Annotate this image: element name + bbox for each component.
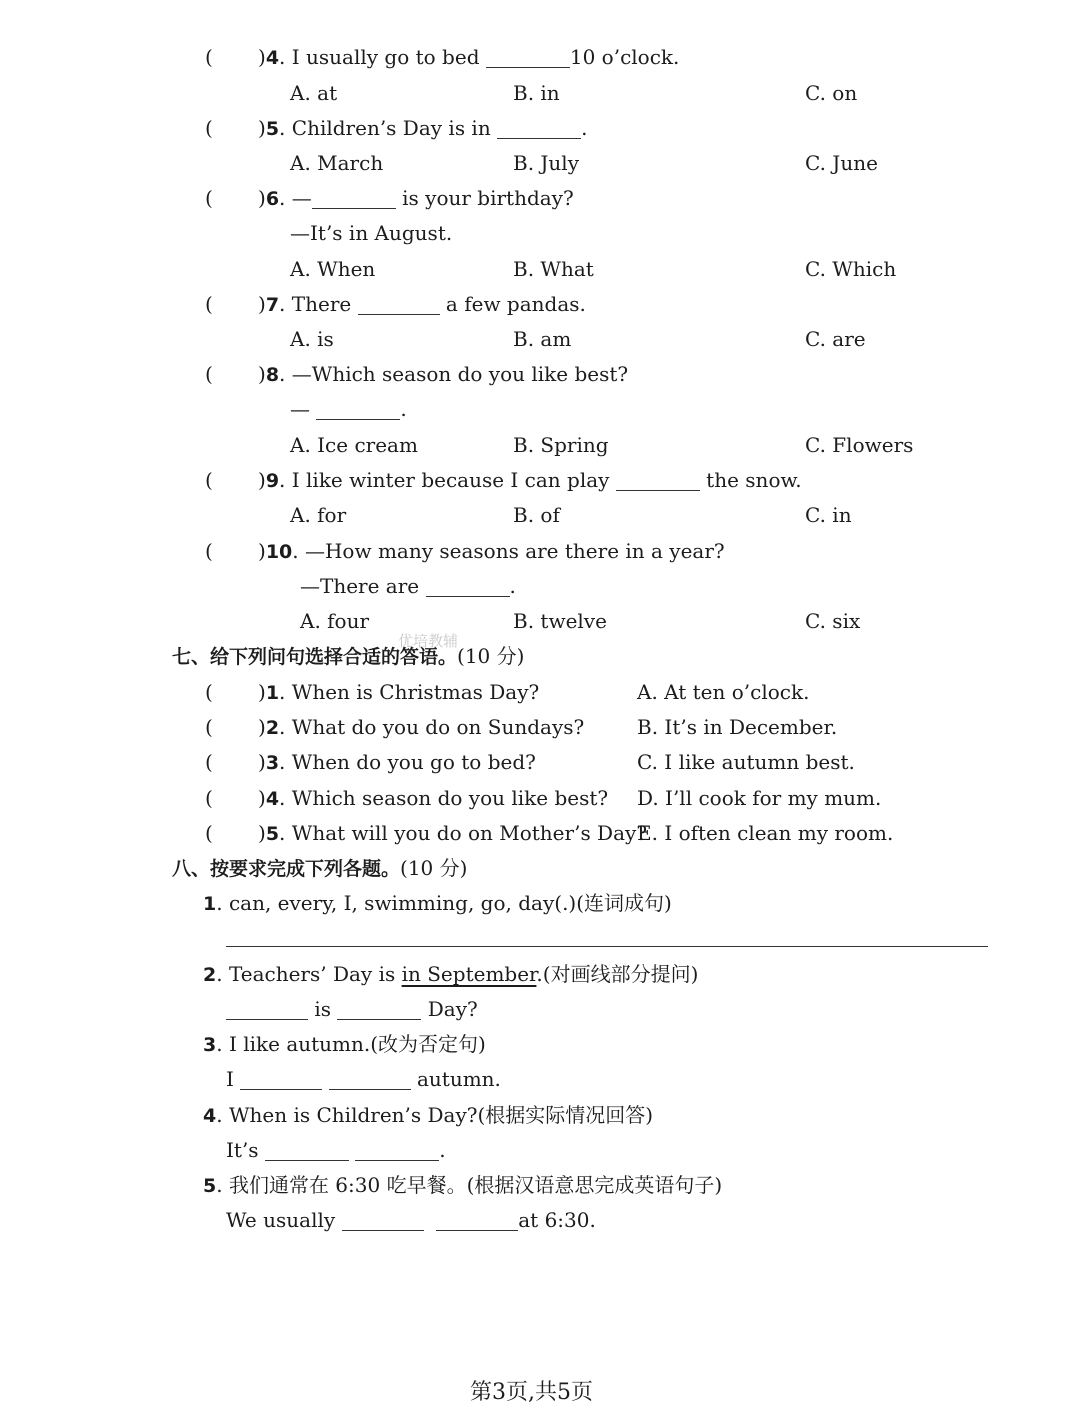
- answer-blank[interactable]: [316, 401, 400, 420]
- underlined-part: in September: [401, 962, 537, 986]
- question-4: )4. I usually go to bed 10 o’clock.: [258, 45, 680, 69]
- answer-paren[interactable]: (: [205, 186, 213, 210]
- question-number: 6: [265, 188, 280, 210]
- task-2-answer: is Day?: [226, 999, 478, 1020]
- answer-line[interactable]: [226, 946, 988, 947]
- option-a: A. for: [290, 503, 347, 527]
- option-c: C. Which: [805, 257, 897, 281]
- answer-paren[interactable]: (: [205, 750, 213, 774]
- answer-blank[interactable]: [616, 472, 700, 491]
- option-a: A. When: [290, 257, 376, 281]
- answer-blank[interactable]: [358, 296, 440, 315]
- question-number: 5: [265, 118, 280, 140]
- question-8-reply: — .: [290, 397, 407, 421]
- answer-paren[interactable]: (: [205, 821, 213, 845]
- option-c: C. are: [805, 327, 866, 351]
- answer-paren[interactable]: (: [205, 715, 213, 739]
- match-question-3: )3. When do you go to bed?: [258, 750, 536, 774]
- match-answer-e: E. I often clean my room.: [637, 821, 894, 845]
- task-3-answer: I autumn.: [226, 1067, 501, 1091]
- question-9: )9. I like winter because I can play the snow.: [258, 468, 802, 492]
- task-4-answer: It’s .: [226, 1138, 446, 1162]
- option-a: A. four: [300, 609, 370, 633]
- task-4: 4. When is Children’s Day?(根据实际情况回答): [203, 1103, 654, 1127]
- answer-paren[interactable]: (: [205, 468, 213, 492]
- option-b: B. What: [513, 257, 594, 281]
- answer-blank[interactable]: [486, 49, 570, 68]
- question-number: 4: [265, 47, 280, 69]
- answer-paren[interactable]: (: [205, 786, 213, 810]
- question-5: )5. Children’s Day is in .: [258, 116, 588, 140]
- section-8-heading: 八、按要求完成下列各题。(10 分): [172, 856, 468, 880]
- question-number: 9: [265, 470, 280, 492]
- question-number: 8: [265, 364, 280, 386]
- task-5: 5. 我们通常在 6:30 吃早餐。(根据汉语意思完成英语句子): [203, 1173, 723, 1197]
- match-answer-b: B. It’s in December.: [637, 715, 838, 739]
- option-b: B. Spring: [513, 433, 609, 457]
- task-2: 2. Teachers’ Day is in September.(对画线部分提问): [203, 962, 699, 986]
- match-question-4: )4. Which season do you like best?: [258, 786, 609, 810]
- option-c: C. six: [805, 609, 861, 633]
- option-c: C. June: [805, 151, 878, 175]
- option-a: A. March: [290, 151, 384, 175]
- question-6-reply: —It’s in August.: [290, 221, 453, 245]
- option-c: C. Flowers: [805, 433, 914, 457]
- match-question-2: )2. What do you do on Sundays?: [258, 715, 585, 739]
- match-answer-d: D. I’ll cook for my mum.: [637, 786, 882, 810]
- watermark: 优培教辅: [398, 632, 459, 650]
- answer-blank[interactable]: [436, 1212, 518, 1231]
- question-7: )7. There a few pandas.: [258, 292, 586, 316]
- question-10: )10. —How many seasons are there in a year?: [258, 539, 725, 563]
- answer-paren[interactable]: (: [205, 680, 213, 704]
- answer-blank[interactable]: [329, 1071, 411, 1090]
- match-question-1: )1. When is Christmas Day?: [258, 680, 540, 704]
- answer-blank[interactable]: [426, 578, 510, 597]
- answer-blank[interactable]: [342, 1212, 424, 1231]
- option-a: A. Ice cream: [290, 433, 418, 457]
- match-answer-a: A. At ten o’clock.: [637, 680, 810, 704]
- task-1: 1. can, every, I, swimming, go, day(.)(连词成句): [203, 891, 672, 915]
- option-b: B. in: [513, 81, 560, 105]
- section-7-heading: 七、给下列问句选择合适的答语。(10 分): [172, 644, 525, 668]
- option-b: B. twelve: [513, 609, 607, 633]
- answer-blank[interactable]: [355, 1142, 439, 1161]
- page-number: 第3页,共5页: [470, 1380, 593, 1405]
- answer-paren[interactable]: (: [205, 539, 213, 563]
- answer-paren[interactable]: (: [205, 292, 213, 316]
- answer-blank[interactable]: [240, 1071, 322, 1090]
- option-a: A. is: [290, 327, 334, 351]
- answer-paren[interactable]: (: [205, 116, 213, 140]
- task-5-answer: We usually at 6:30.: [226, 1208, 596, 1232]
- question-6: )6. — is your birthday?: [258, 186, 574, 210]
- option-b: B. of: [513, 503, 560, 527]
- question-number: 10: [265, 541, 293, 563]
- question-10-reply: —There are .: [300, 574, 516, 598]
- option-c: C. in: [805, 503, 852, 527]
- option-b: B. July: [513, 151, 580, 175]
- option-c: C. on: [805, 81, 858, 105]
- task-3: 3. I like autumn.(改为否定句): [203, 1032, 486, 1056]
- answer-blank[interactable]: [312, 190, 396, 209]
- answer-paren[interactable]: (: [205, 45, 213, 69]
- answer-paren[interactable]: (: [205, 362, 213, 386]
- answer-blank[interactable]: [337, 1001, 421, 1020]
- question-8: )8. —Which season do you like best?: [258, 362, 629, 386]
- question-number: 7: [265, 294, 280, 316]
- match-answer-c: C. I like autumn best.: [637, 750, 855, 774]
- match-question-5: )5. What will you do on Mother’s Day?: [258, 821, 648, 845]
- answer-blank[interactable]: [497, 120, 581, 139]
- answer-blank[interactable]: [226, 1001, 308, 1020]
- option-a: A. at: [290, 81, 338, 105]
- option-b: B. am: [513, 327, 572, 351]
- answer-blank[interactable]: [265, 1142, 349, 1161]
